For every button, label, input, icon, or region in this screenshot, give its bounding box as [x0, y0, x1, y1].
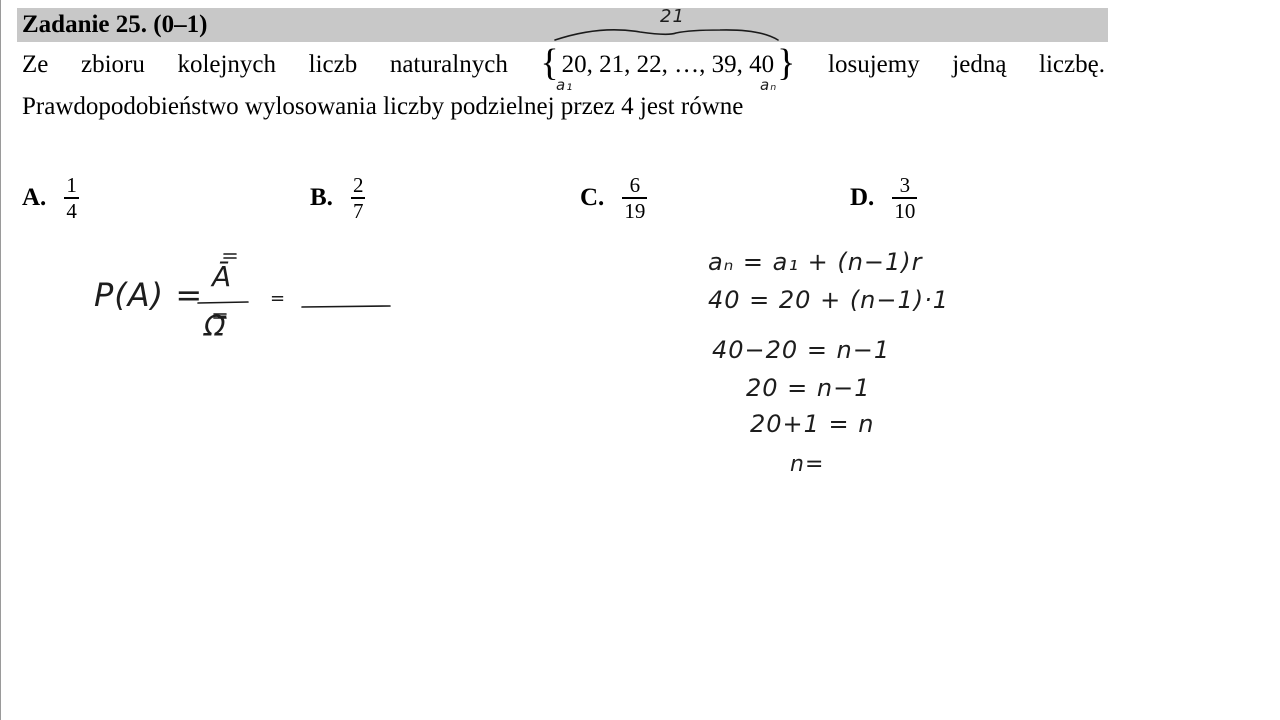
working-line: n=: [790, 452, 825, 477]
first-term-label: a₁: [556, 76, 574, 94]
option-letter: D.: [850, 183, 875, 211]
set-open-brace: {: [540, 42, 559, 84]
question-word: liczbę.: [1039, 51, 1105, 78]
fraction-denominator: 4: [66, 198, 77, 223]
fraction-denominator: 19: [624, 198, 646, 223]
set-close-brace: }: [777, 42, 796, 84]
working-line: 20+1 = n: [750, 410, 875, 438]
numerator-bar-top: [224, 254, 236, 258]
set-items: 20, 21, 22, …, 39, 40: [561, 51, 775, 78]
fraction-numerator: 1: [66, 173, 77, 197]
probability-equals: =: [270, 288, 287, 309]
working-line: 20 = n−1: [746, 374, 871, 402]
answer-option-a[interactable]: [22, 174, 79, 222]
option-fraction: [622, 174, 647, 222]
task-title: Zadanie 25. (0–1): [22, 11, 208, 38]
question-word: jedną: [952, 51, 1007, 78]
probability-answer-blank: [302, 306, 390, 307]
fraction-denominator: 10: [894, 198, 916, 223]
option-letter: A.: [22, 183, 47, 211]
option-letter: C.: [580, 183, 605, 211]
question-word: Ze: [22, 51, 49, 78]
fraction-numerator: 3: [899, 173, 911, 197]
answer-option-d[interactable]: [850, 174, 917, 222]
option-fraction: [64, 174, 79, 222]
fraction-denominator: 7: [352, 198, 364, 223]
fraction-numerator: 6: [629, 173, 641, 197]
probability-fraction-line: [198, 302, 248, 303]
page-left-edge: [0, 0, 1, 720]
answer-option-b[interactable]: [310, 174, 365, 222]
question-word: losujemy: [828, 51, 920, 78]
probability-denominator: Ω̄: [204, 310, 227, 343]
option-letter: B.: [310, 183, 333, 211]
probability-numerator: Ā: [212, 260, 233, 293]
probability-left: P(A) =: [94, 276, 204, 314]
task-header: [17, 8, 1108, 42]
question-line-2: Prawdopodobieństwo wylosowania liczby podzielnej przez 4 jest równe: [22, 93, 744, 120]
answer-option-c[interactable]: [580, 174, 647, 222]
set-count-note: 21: [660, 6, 685, 27]
question-word: liczb: [308, 51, 358, 78]
question-word: naturalnych: [389, 51, 508, 78]
number-set: [540, 42, 796, 84]
fraction-numerator: 2: [352, 173, 364, 197]
option-fraction: [892, 174, 917, 222]
question-word: zbioru: [80, 51, 145, 78]
last-term-label: aₙ: [760, 76, 778, 94]
option-fraction: [351, 174, 366, 222]
working-line: 40 = 20 + (n−1)·1: [708, 286, 950, 314]
question-word: kolejnych: [177, 51, 277, 78]
working-line: 40−20 = n−1: [712, 336, 891, 364]
working-line: aₙ = a₁ + (n−1)r: [708, 248, 923, 276]
